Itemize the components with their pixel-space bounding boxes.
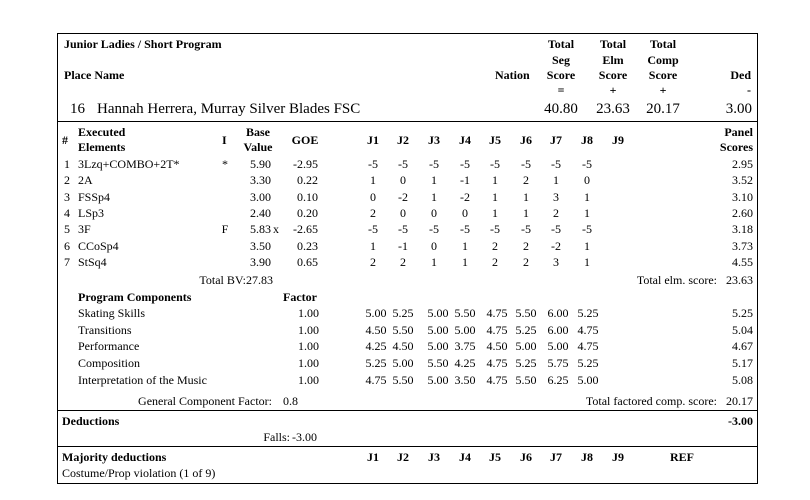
judge-col-header: J1 xyxy=(367,133,379,147)
majority-judge-col: J3 xyxy=(428,450,440,464)
component-factor: 1.00 xyxy=(298,339,319,353)
judge-score: -1 xyxy=(398,239,408,253)
judge-score: -5 xyxy=(521,222,531,236)
component-judge-score: 5.00 xyxy=(454,323,476,337)
judge-score: 2 xyxy=(492,255,498,269)
component-judge-score: 5.00 xyxy=(427,339,449,353)
tfcs-value: 20.17 xyxy=(726,394,753,408)
divider-majority xyxy=(57,446,758,447)
element-base-value: 2.40 xyxy=(250,206,271,220)
judge-score: -5 xyxy=(551,222,561,236)
component-judge-score: 5.50 xyxy=(454,306,476,320)
component-judge-score: 3.75 xyxy=(454,339,476,353)
element-base-value: 3.90 xyxy=(250,255,271,269)
element-name: 2A xyxy=(78,173,93,187)
element-goe: 0.22 xyxy=(297,173,318,187)
total-component-score: 20.17 xyxy=(646,101,680,117)
judge-score: -5 xyxy=(368,222,378,236)
component-score: 5.04 xyxy=(732,323,753,337)
judge-score: -5 xyxy=(398,157,408,171)
tfcs-label: Total factored comp. score: xyxy=(585,394,717,408)
element-base-value: 3.50 xyxy=(250,239,271,253)
col-tes-1: Total xyxy=(599,37,627,51)
judge-score: -5 xyxy=(398,222,408,236)
col-ded-1: Ded xyxy=(730,68,751,82)
element-goe: -2.95 xyxy=(293,157,318,171)
judge-score: -5 xyxy=(582,157,592,171)
element-panel-score: 3.73 xyxy=(732,239,753,253)
component-judge-score: 4.50 xyxy=(486,339,508,353)
total-deductions: 3.00 xyxy=(725,101,752,117)
element-base-value: 5.83 xyxy=(250,222,271,236)
component-judge-score: 5.00 xyxy=(577,373,599,387)
component-judge-score: 4.50 xyxy=(365,323,387,337)
majority-judge-col: J2 xyxy=(397,450,409,464)
judge-col-header: J5 xyxy=(489,133,501,147)
element-base-value: 3.00 xyxy=(250,190,271,204)
judge-score: 1 xyxy=(584,190,590,204)
component-judge-score: 5.00 xyxy=(427,306,449,320)
judge-col-header: J3 xyxy=(428,133,440,147)
col-tes-3: Score xyxy=(598,68,628,82)
component-judge-score: 4.50 xyxy=(392,339,414,353)
judge-score: 0 xyxy=(400,206,406,220)
component-name: Composition xyxy=(78,356,141,370)
col-nation: Nation xyxy=(495,68,530,82)
component-judge-score: 5.00 xyxy=(515,339,537,353)
element-goe: 0.23 xyxy=(297,239,318,253)
component-judge-score: 5.25 xyxy=(577,306,599,320)
judge-score: 2 xyxy=(400,255,406,269)
element-panel-score: 4.55 xyxy=(732,255,753,269)
component-judge-score: 4.75 xyxy=(486,373,508,387)
total-element-score: 23.63 xyxy=(596,101,630,117)
total-bv-value: 27.83 xyxy=(246,273,273,287)
divider-deductions xyxy=(57,410,758,411)
judge-score: -1 xyxy=(460,173,470,187)
majority-judge-col: J1 xyxy=(367,450,379,464)
component-score: 5.25 xyxy=(732,306,753,320)
component-judge-score: 4.75 xyxy=(486,306,508,320)
component-judge-score: 6.00 xyxy=(547,306,569,320)
component-judge-score: 5.00 xyxy=(427,373,449,387)
divider-header xyxy=(57,121,758,122)
col-panel-1: Panel xyxy=(724,125,753,139)
element-base-value: 5.90 xyxy=(250,157,271,171)
element-panel-score: 3.10 xyxy=(732,190,753,204)
component-name: Skating Skills xyxy=(78,306,146,320)
judge-col-header: J7 xyxy=(550,133,562,147)
deductions-title: Deductions xyxy=(62,414,120,428)
col-tss-1: Total xyxy=(547,37,575,51)
element-number: 2 xyxy=(64,173,70,187)
element-panel-score: 2.60 xyxy=(732,206,753,220)
element-name: FSSp4 xyxy=(78,190,111,204)
col-pcs-2: Comp xyxy=(647,53,679,67)
majority-judge-col: J6 xyxy=(520,450,532,464)
component-judge-score: 4.25 xyxy=(454,356,476,370)
element-panel-score: 2.95 xyxy=(732,157,753,171)
col-pcs-3: Score xyxy=(648,68,678,82)
gcf-label: General Component Factor: xyxy=(138,394,272,408)
component-judge-score: 5.50 xyxy=(392,373,414,387)
majority-judge-col: J7 xyxy=(550,450,562,464)
majority-item: Costume/Prop violation (1 of 9) xyxy=(62,466,216,480)
judge-score: -5 xyxy=(429,157,439,171)
element-name: StSq4 xyxy=(78,255,107,269)
deductions-total: -3.00 xyxy=(728,414,753,428)
judge-score: 2 xyxy=(553,206,559,220)
judge-score: -5 xyxy=(460,157,470,171)
judge-score: -5 xyxy=(490,222,500,236)
judge-score: 3 xyxy=(553,190,559,204)
total-segment-score: 40.80 xyxy=(544,101,578,117)
judge-score: 1 xyxy=(462,255,468,269)
falls-label: Falls: xyxy=(263,430,290,444)
judge-score: -5 xyxy=(429,222,439,236)
col-pcs-4: + xyxy=(659,83,667,97)
element-panel-score: 3.52 xyxy=(732,173,753,187)
element-goe: -2.65 xyxy=(293,222,318,236)
judge-score: -5 xyxy=(521,157,531,171)
judge-score: 1 xyxy=(584,255,590,269)
component-score: 5.08 xyxy=(732,373,753,387)
judge-score: 0 xyxy=(462,206,468,220)
element-panel-score: 3.18 xyxy=(732,222,753,236)
col-tes-2: Elm xyxy=(602,53,624,67)
component-judge-score: 5.00 xyxy=(427,323,449,337)
gcf-value: 0.8 xyxy=(283,394,298,408)
element-number: 5 xyxy=(64,222,70,236)
component-judge-score: 5.75 xyxy=(547,356,569,370)
majority-ref: REF xyxy=(670,450,694,464)
judge-score: -5 xyxy=(460,222,470,236)
component-factor: 1.00 xyxy=(298,306,319,320)
component-score: 4.67 xyxy=(732,339,753,353)
component-score: 5.17 xyxy=(732,356,753,370)
component-judge-score: 4.75 xyxy=(486,323,508,337)
judge-score: -5 xyxy=(551,157,561,171)
component-factor: 1.00 xyxy=(298,323,319,337)
element-info: F xyxy=(221,222,229,236)
component-judge-score: 4.75 xyxy=(577,339,599,353)
component-judge-score: 4.75 xyxy=(486,356,508,370)
component-judge-score: 6.25 xyxy=(547,373,569,387)
judge-score: -5 xyxy=(368,157,378,171)
judge-score: 2 xyxy=(370,255,376,269)
majority-title: Majority deductions xyxy=(62,450,167,464)
judge-col-header: J4 xyxy=(459,133,471,147)
col-tss-4: = xyxy=(557,83,565,97)
element-bonus-x: x xyxy=(273,222,279,236)
component-judge-score: 3.50 xyxy=(454,373,476,387)
element-number: 1 xyxy=(64,157,70,171)
element-number: 6 xyxy=(64,239,70,253)
component-judge-score: 5.00 xyxy=(365,306,387,320)
event-title: Junior Ladies / Short Program xyxy=(64,37,222,51)
col-ded-2: - xyxy=(747,83,751,97)
col-goe: GOE xyxy=(291,133,319,147)
component-judge-score: 4.25 xyxy=(365,339,387,353)
judge-score: 1 xyxy=(431,190,437,204)
judge-score: 1 xyxy=(523,190,529,204)
component-factor: 1.00 xyxy=(298,373,319,387)
col-tss-2: Seg xyxy=(552,53,570,67)
judge-score: 1 xyxy=(492,173,498,187)
col-tss-3: Score xyxy=(546,68,576,82)
col-panel-2: Scores xyxy=(719,140,753,154)
judge-score: 1 xyxy=(462,239,468,253)
component-judge-score: 5.25 xyxy=(392,306,414,320)
col-executed-1: Executed xyxy=(78,125,126,139)
col-tes-4: + xyxy=(609,83,617,97)
judge-score: 3 xyxy=(553,255,559,269)
component-name: Interpretation of the Music xyxy=(78,373,207,387)
component-judge-score: 5.25 xyxy=(515,323,537,337)
total-elm-label: Total elm. score: xyxy=(636,273,717,287)
element-name: LSp3 xyxy=(78,206,105,220)
total-bv-label: Total BV: xyxy=(199,273,246,287)
judge-score: -5 xyxy=(582,222,592,236)
judge-score: 2 xyxy=(523,239,529,253)
col-base-2: Value xyxy=(243,140,273,154)
judge-score: 0 xyxy=(584,173,590,187)
element-name: CCoSp4 xyxy=(78,239,119,253)
component-judge-score: 5.25 xyxy=(577,356,599,370)
judge-score: 1 xyxy=(584,239,590,253)
skater-place: 16 xyxy=(70,101,85,117)
col-factor: Factor xyxy=(283,290,317,304)
judge-score: 0 xyxy=(370,190,376,204)
judge-score: -5 xyxy=(490,157,500,171)
total-elm-value: 23.63 xyxy=(726,273,753,287)
element-number: 3 xyxy=(64,190,70,204)
component-judge-score: 4.75 xyxy=(365,373,387,387)
judge-score: 0 xyxy=(431,206,437,220)
judge-col-header: J9 xyxy=(612,133,624,147)
judge-score: 1 xyxy=(431,255,437,269)
col-base-1: Base xyxy=(246,125,270,139)
judge-score: 1 xyxy=(492,206,498,220)
component-judge-score: 6.00 xyxy=(547,323,569,337)
judge-score: -2 xyxy=(551,239,561,253)
judge-score: 0 xyxy=(431,239,437,253)
judge-col-header: J8 xyxy=(581,133,593,147)
judge-score: 1 xyxy=(553,173,559,187)
element-number: 4 xyxy=(64,206,70,220)
component-name: Transitions xyxy=(78,323,132,337)
col-hash: # xyxy=(62,133,68,147)
col-place-name: Place Name xyxy=(64,68,125,82)
judge-score: 1 xyxy=(431,173,437,187)
element-number: 7 xyxy=(64,255,70,269)
component-judge-score: 5.25 xyxy=(515,356,537,370)
judge-score: 1 xyxy=(370,239,376,253)
majority-judge-col: J4 xyxy=(459,450,471,464)
judge-col-header: J6 xyxy=(520,133,532,147)
judge-score: -2 xyxy=(460,190,470,204)
component-judge-score: 5.00 xyxy=(547,339,569,353)
component-judge-score: 5.25 xyxy=(365,356,387,370)
judge-score: 0 xyxy=(400,173,406,187)
judge-col-header: J2 xyxy=(397,133,409,147)
element-info: * xyxy=(222,157,228,171)
judge-score: 2 xyxy=(370,206,376,220)
judge-score: 1 xyxy=(584,206,590,220)
element-base-value: 3.30 xyxy=(250,173,271,187)
element-goe: 0.65 xyxy=(297,255,318,269)
col-pcs-1: Total xyxy=(649,37,677,51)
majority-judge-col: J9 xyxy=(612,450,624,464)
element-name: 3Lzq+COMBO+2T* xyxy=(78,157,180,171)
element-name: 3F xyxy=(78,222,91,236)
falls-value: -3.00 xyxy=(292,430,317,444)
judge-score: 1 xyxy=(370,173,376,187)
element-goe: 0.10 xyxy=(297,190,318,204)
components-title: Program Components xyxy=(78,290,192,304)
majority-judge-col: J8 xyxy=(581,450,593,464)
majority-judge-col: J5 xyxy=(489,450,501,464)
component-judge-score: 4.75 xyxy=(577,323,599,337)
component-name: Performance xyxy=(78,339,140,353)
judge-score: 1 xyxy=(523,206,529,220)
component-judge-score: 5.00 xyxy=(392,356,414,370)
component-judge-score: 5.50 xyxy=(392,323,414,337)
col-info: I xyxy=(222,133,227,147)
judge-score: 2 xyxy=(492,239,498,253)
judge-score: 1 xyxy=(492,190,498,204)
component-judge-score: 5.50 xyxy=(515,306,537,320)
judge-score: 2 xyxy=(523,173,529,187)
judge-score: -2 xyxy=(398,190,408,204)
col-executed-2: Elements xyxy=(78,140,126,154)
skater-name: Hannah Herrera, Murray Silver Blades FSC xyxy=(97,101,361,117)
component-judge-score: 5.50 xyxy=(427,356,449,370)
component-factor: 1.00 xyxy=(298,356,319,370)
judge-score: 2 xyxy=(523,255,529,269)
element-goe: 0.20 xyxy=(297,206,318,220)
component-judge-score: 5.50 xyxy=(515,373,537,387)
